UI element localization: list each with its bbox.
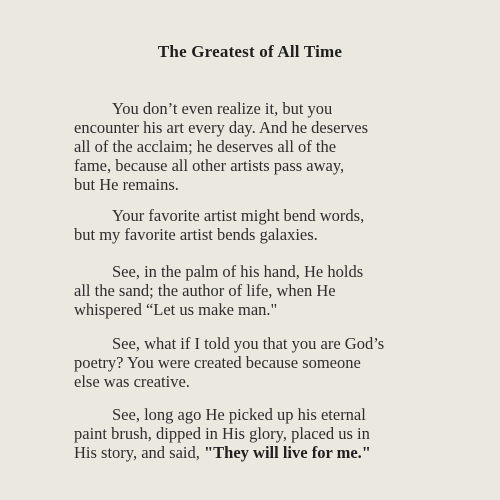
paragraph-line: paint brush, dipped in His glory, placed us in	[74, 424, 370, 443]
paragraph-line: else was creative.	[74, 372, 190, 391]
paragraph-5	[74, 405, 444, 462]
paragraph-line: fame, because all other artists pass away,	[74, 156, 345, 175]
paragraph-line: See, long ago He picked up his eternal	[112, 405, 366, 424]
poem-title: The Greatest of All Time	[157, 42, 343, 61]
paragraph-line: all of the acclaim; he deserves all of the	[74, 137, 337, 156]
paragraph-4	[74, 334, 444, 391]
paragraph-line	[74, 443, 444, 462]
closing-quote-emphasis: "They will live for me."	[204, 443, 371, 462]
paragraph-line: See, what if I told you that you are God’s	[112, 334, 385, 353]
paragraph-line: but He remains.	[74, 175, 179, 194]
paragraph-line: Your favorite artist might bend words,	[112, 206, 365, 225]
paragraph-line: You don’t even realize it, but you	[112, 99, 333, 118]
paragraph-line-text: His story, and said,	[74, 443, 205, 462]
paragraph-line: See, in the palm of his hand, He holds	[112, 262, 364, 281]
paragraph-line: all the sand; the author of life, when He	[74, 281, 336, 300]
paragraph-line: encounter his art every day. And he deserves	[74, 118, 368, 137]
paragraph-line: but my favorite artist bends galaxies.	[74, 225, 318, 244]
paragraph-line: whispered “Let us make man."	[74, 300, 278, 319]
paragraph-3	[74, 262, 444, 319]
paragraph-2	[74, 206, 444, 244]
paragraph-1	[74, 99, 444, 194]
paragraph-line: poetry? You were created because someone	[74, 353, 361, 372]
